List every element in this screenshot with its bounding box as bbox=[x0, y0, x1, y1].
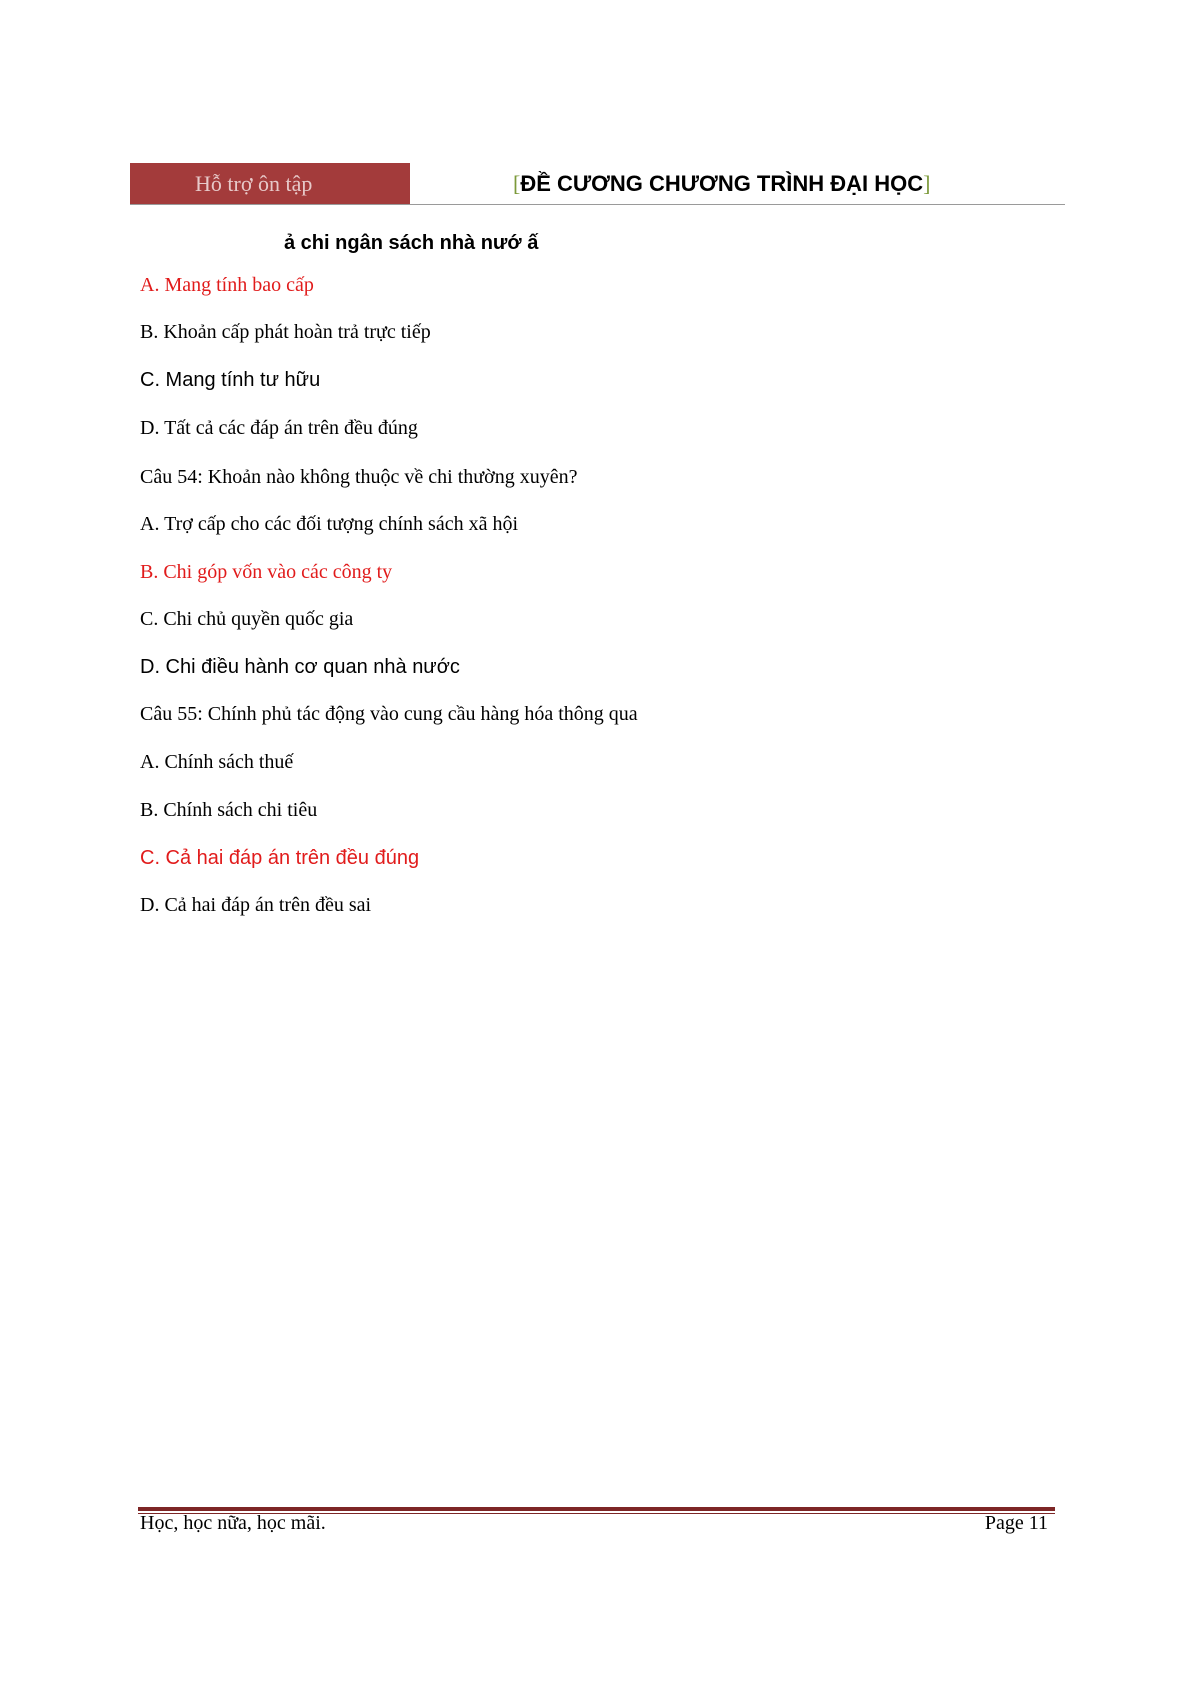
q55-option-c: C. Cả hai đáp án trên đều đúng bbox=[140, 847, 420, 869]
header-title-text: ĐỀ CƯƠNG CHƯƠNG TRÌNH ĐẠI HỌC bbox=[520, 171, 924, 196]
q54-option-d: D. Chi điều hành cơ quan nhà nước bbox=[140, 656, 460, 678]
header-bracket-close: ] bbox=[923, 171, 931, 196]
q55-question: Câu 55: Chính phủ tác động vào cung cầu hàng hóa thông qua bbox=[140, 703, 638, 725]
header-title bbox=[513, 163, 930, 204]
q55-option-d: D. Cả hai đáp án trên đều sai bbox=[140, 894, 372, 916]
header-left-tab bbox=[130, 163, 410, 204]
q55-option-b: B. Chính sách chi tiêu bbox=[140, 799, 318, 821]
header-bracket-open: [ bbox=[513, 171, 521, 196]
q54-option-a: A. Trợ cấp cho các đối tượng chính sách xã hội bbox=[140, 513, 519, 535]
q55-option-a: A. Chính sách thuế bbox=[140, 751, 294, 773]
header-divider bbox=[130, 204, 1065, 205]
footer-motto: Học, học nữa, học mãi. bbox=[140, 1512, 326, 1534]
footer-divider-thick bbox=[138, 1507, 1055, 1511]
page-number: Page 11 bbox=[984, 1512, 1048, 1534]
header-left-label: Hỗ trợ ôn tập bbox=[195, 171, 313, 196]
q53-option-c: C. Mang tính tư hữu bbox=[140, 369, 321, 391]
q54-option-b: B. Chi góp vốn vào các công ty bbox=[140, 561, 393, 583]
question-53-fragment: ả chi ngân sách nhà nướ ấ bbox=[284, 232, 539, 254]
q53-option-a: A. Mang tính bao cấp bbox=[140, 274, 314, 296]
q53-option-b: B. Khoản cấp phát hoàn trả trực tiếp bbox=[140, 321, 431, 343]
q53-option-d: D. Tất cả các đáp án trên đều đúng bbox=[140, 417, 418, 439]
q54-question: Câu 54: Khoản nào không thuộc về chi thường xuyên? bbox=[140, 466, 578, 488]
q54-option-c: C. Chi chủ quyền quốc gia bbox=[140, 608, 354, 630]
